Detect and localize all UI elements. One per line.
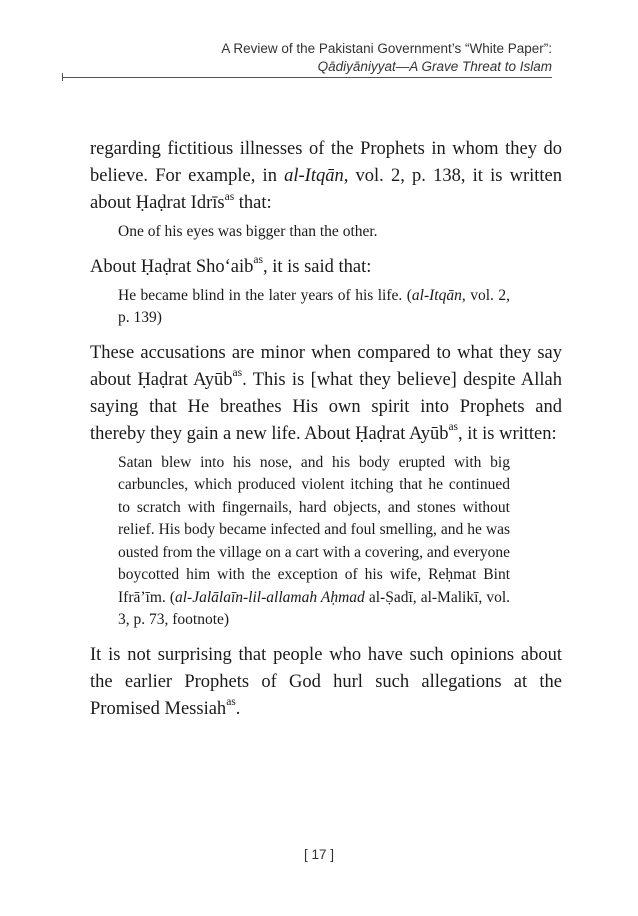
paragraph-3: These accusations are minor when compared to what they say about Ḥaḍrat Ayūb$^{as}$. This is [what they believe] despite Allah saying that He breathes His own spirit into Prophets and thereby they gain a new life. About Ḥaḍrat Ayūb$^{as}$, it is written: [90, 342, 562, 444]
running-header [221, 40, 552, 76]
quote-2: He became blind in the later years of his life. (al-Itqān, vol. 2, p. 139) [118, 286, 510, 326]
paragraph-2: About Ḥaḍrat Sho‘aib$^{as}$, it is said that: [90, 254, 372, 277]
header-title: A Review of the Pakistani Government’s “White Paper”: [221, 41, 552, 56]
paragraph-1: regarding fictitious illnesses of the Prophets in whom they do believe. For example, in al-Itqān, vol. 2, p. 138, it is written about Ḥaḍrat Idrīs$^{as}$ that: [90, 139, 562, 213]
header-subtitle: Qādiyāniyyat—A Grave Threat to Islam [317, 59, 552, 74]
header-rule [62, 77, 552, 78]
page-number: [ 17 ] [303, 847, 335, 862]
paragraph-4: It is not surprising that people who have such opinions about the earlier Prophets of God hurl such allegations at the Promised Messiah$^{as}$. [90, 644, 562, 719]
header-rule-tick [62, 73, 63, 81]
quote-1: One of his eyes was bigger than the other. [118, 223, 378, 240]
page-content [90, 136, 562, 723]
quote-3: Satan blew into his nose, and his body erupted with big carbuncles, which produced violent itching that he continued to scratch with fingernails, hard objects, and stones without relief. His body became infected and foul smelling, and he was ousted from the village on a cart with a covering, and everyone boycotted him with the exception of his wife, Reḥmat Bint Ifrā’īm. (al-Jalālaīn-lil-allamah Aḥmad al-Ṣadī, al-Malikī, vol. 3, p. 73, footnote) [118, 453, 511, 628]
